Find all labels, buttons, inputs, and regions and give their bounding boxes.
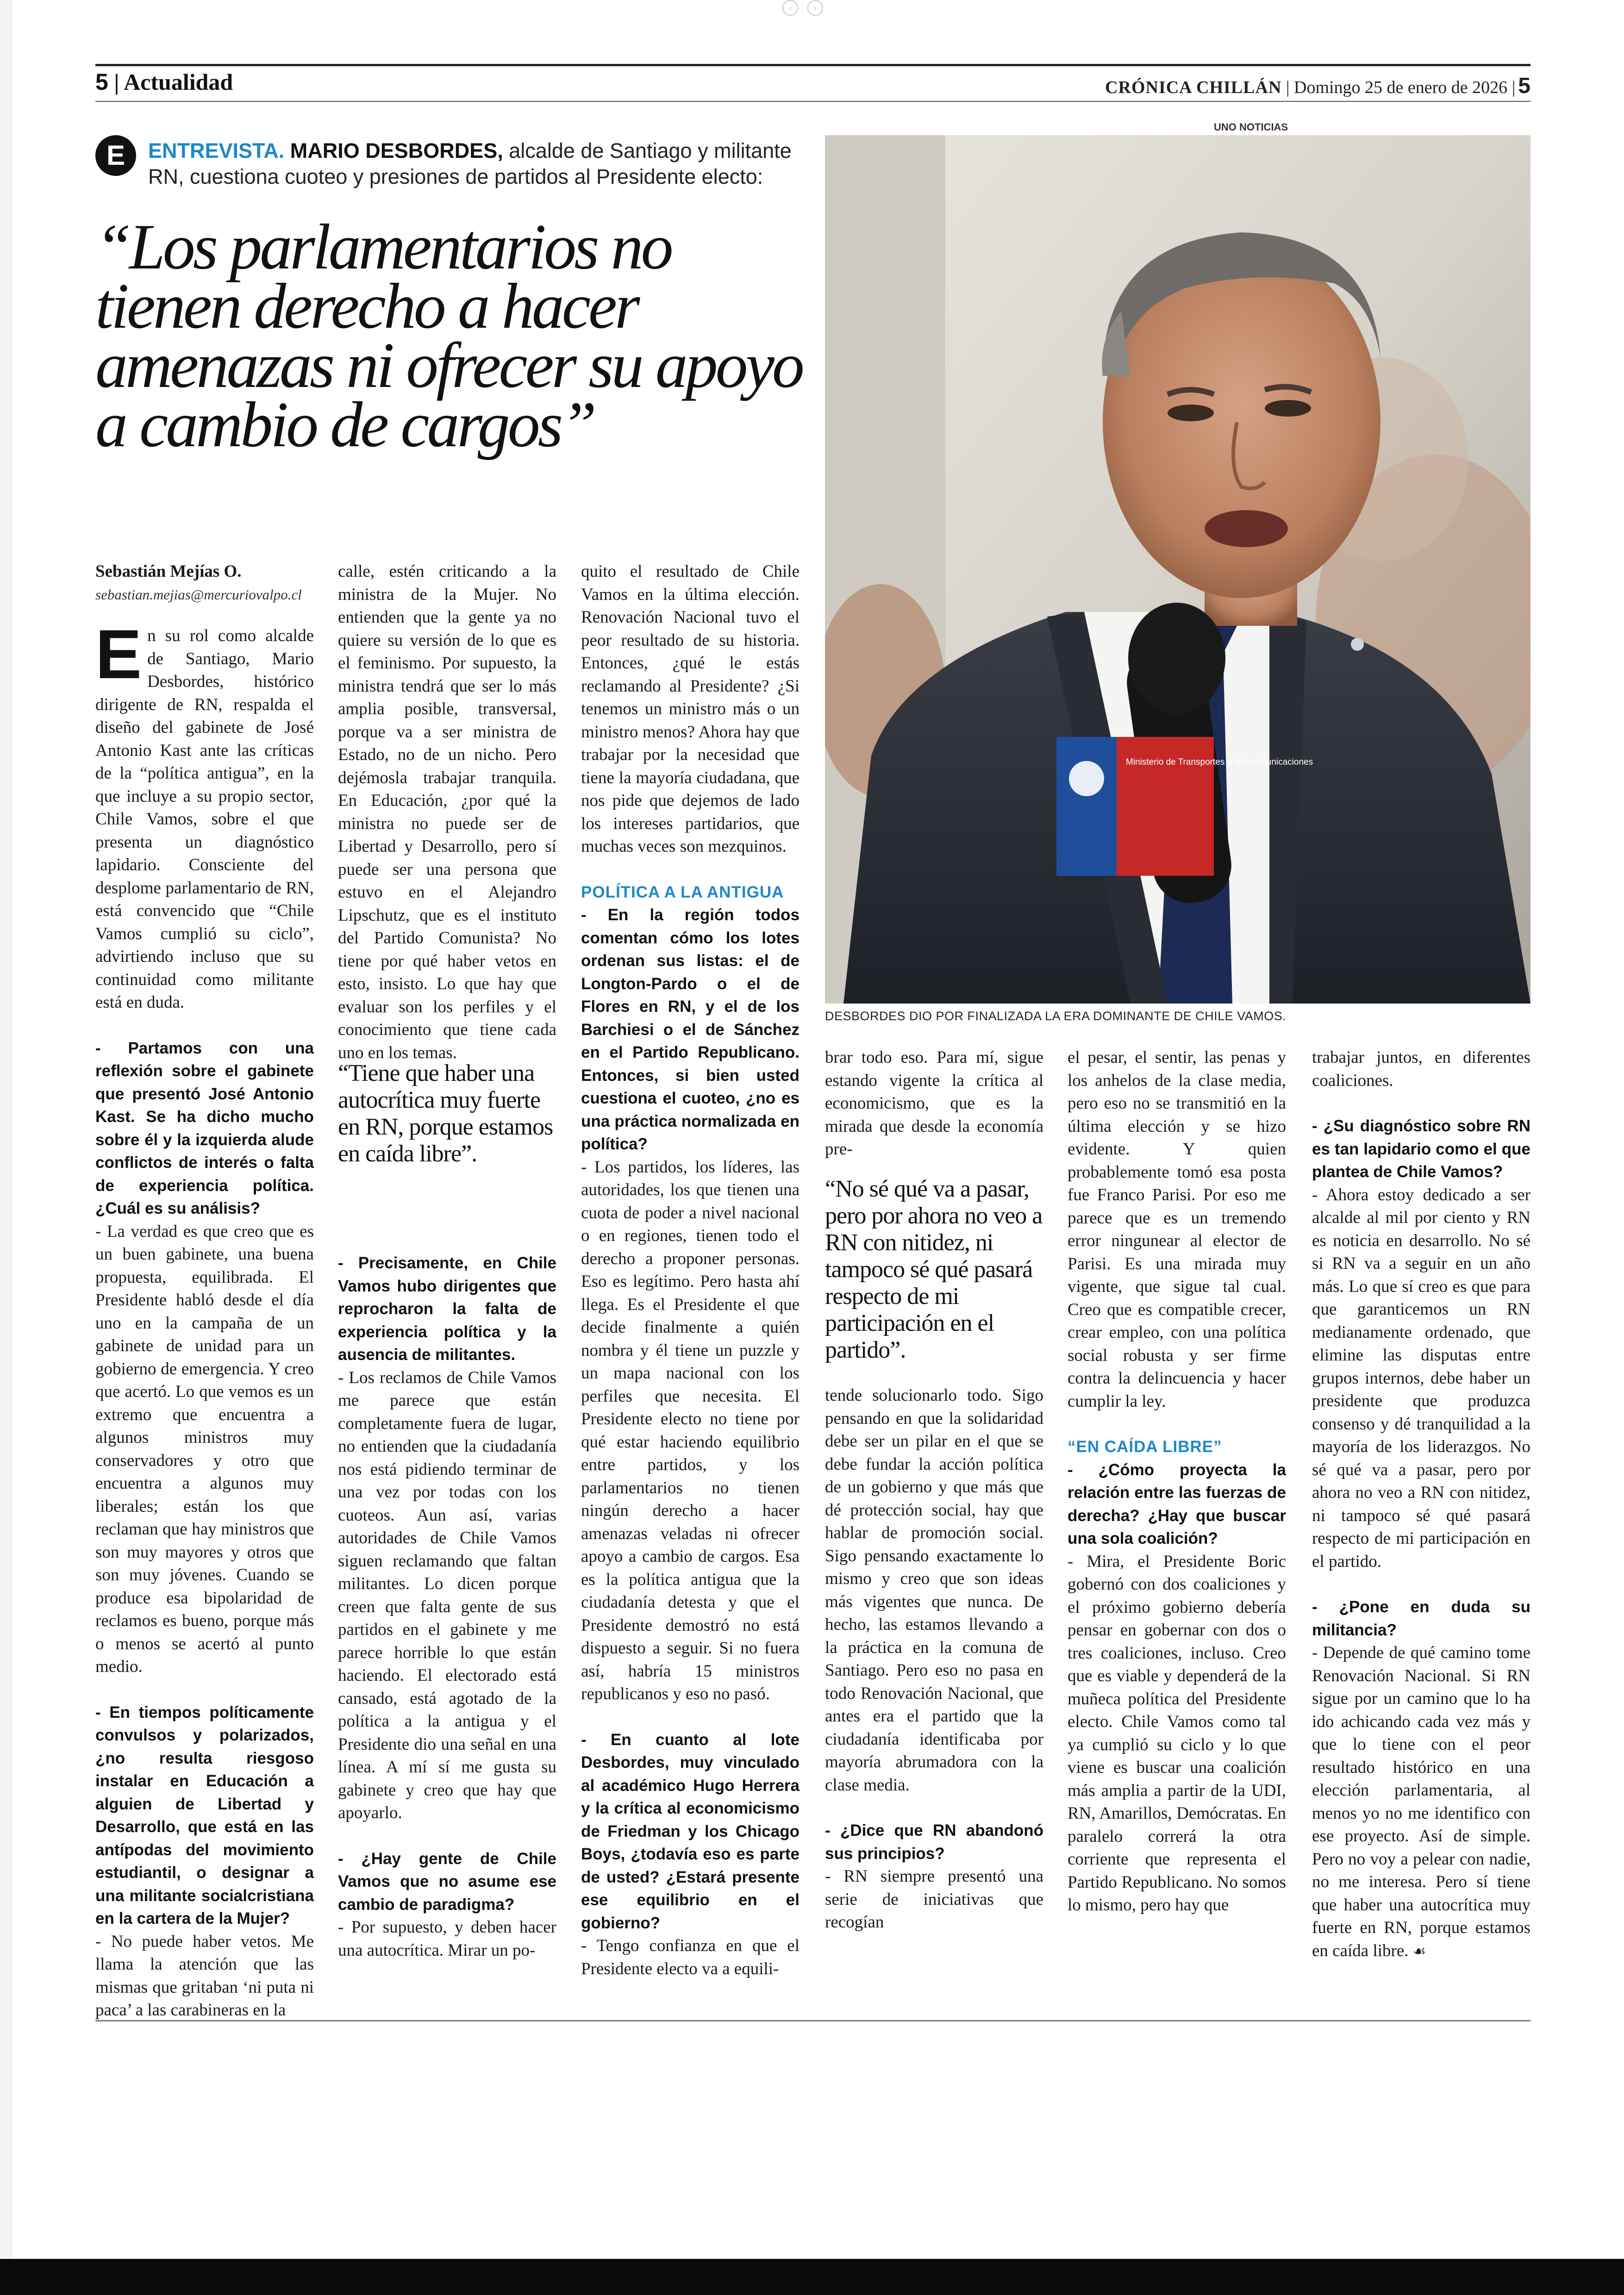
- question: - En la región todos comentan cómo los lotes ordenan sus listas: el de Longton-Pardo o el de Flores en RN, y el de los Barchiesi o el de Sánchez en el Partido Republicano. Entonces, si bien usted cuestiona el cuoteo, ¿no es una práctica normalizada en política?: [581, 906, 800, 1153]
- answer: - Mira, el Presidente Boric gobernó con dos coaliciones y el próximo gobierno debería pensar en gobernar con dos o tres coaliciones, incluso. Creo que es viable y dependerá de la muñeca política del Presidente electo. Chile Vamos como tal ya cumplió su ciclo y lo que viene es buscar una coalición más amplia a partir de la UDI, RN, Amarillos, Demócratas. En paralelo correrá la otra corriente que representa el Partido Republicano. No somos lo mismo, pero hay que: [1068, 1552, 1286, 1915]
- page-header: [95, 69, 1530, 101]
- answer: - RN siempre presentó una serie de iniciativas que recogían: [825, 1867, 1043, 1932]
- question: - ¿Cómo proyecta la relación entre las fuerzas de derecha? ¿Hay que buscar una sola coalición?: [1068, 1460, 1286, 1547]
- answer: el pesar, el sentir, las penas y los anhelos de la clase media, pero eso no se transmitió en la última elección y se hizo evidente. Y quien probablemente tomó esa posta fue Franco Parisi. Por eso me parece que es un tremendo error ningunear al elector de Parisi. Es una mirada muy vigente, que sigue tal cual. Creo que es compatible crecer, crear empleo, con una política social robusta y ser firme contra la delincuencia y hacer cumplir la ley.: [1068, 1048, 1286, 1411]
- answer: calle, estén criticando a la ministra de la Mujer. No entienden que la gente ya no quiere su versión de lo que es el feminismo. Por supuesto, la ministra tendrá que ser lo más amplia posible, transversal, porque va a ser ministra de Estado, no de un nicho. Pero dejémosla trabajar tranquila. En Educación, ¿por qué la ministra no puede ser de Libertad y Desarrollo, pero sí puede ser una persona que estuvo en el Alejandro Lipschutz, que es el instituto del Partido Comunista? No tiene por qué haber vetos en esto, insisto. Lo que hay que evaluar son los perfiles y el conocimiento que tiene cada uno en los temas.: [338, 562, 556, 1062]
- answer: - Tengo confianza en que el Presidente electo va a equili-: [581, 1936, 800, 1978]
- kicker-tag: ENTREVISTA.: [148, 139, 285, 162]
- question: - ¿Su diagnóstico sobre RN es tan lapidario como el que plantea de Chile Vamos?: [1312, 1117, 1530, 1181]
- question: - ¿Pone en duda su militancia?: [1312, 1598, 1530, 1639]
- prev-page-icon[interactable]: ‹: [782, 0, 798, 16]
- answer: brar todo eso. Para mí, sigue estando vigente la crítica al economicismo, que es la mirada que desde la economía pre-: [825, 1048, 1043, 1159]
- pull-quote: “Tiene que haber una autocrítica muy fuerte en RN, porque estamos en caída libre”.: [338, 1060, 553, 1167]
- photo-caption: DESBORDES DIO POR FINALIZADA LA ERA DOMINANTE DE CHILE VAMOS.: [825, 1009, 1287, 1023]
- article-column-3: [581, 560, 800, 1980]
- header-bottom-rule: [95, 101, 1530, 102]
- end-mark-icon: ☙: [1412, 1942, 1426, 1960]
- answer: - Depende de qué camino tome Renovación Nacional. Si RN sigue por un camino que lo ha ido achicando cada vez más y que lo tiene con el peor resultado histórico en una elección parlamentaria, al menos yo no me identifico con ese proyecto. Así de simple. Pero no voy a pelear con nadie, no me interesa. Pero sí tiene que haber una autocrítica muy fuerte en RN, porque estamos en caída libre.: [1312, 1643, 1530, 1960]
- question: - En tiempos políticamente convulsos y polarizados, ¿no resulta riesgoso instalar en Educación a alguien de Libertad y Desarrollo, que está en las antípodas del movimiento estudiantil, o designar a una militante socialcristiana en la cartera de la Mujer?: [95, 1703, 314, 1927]
- header-top-rule: [95, 64, 1530, 66]
- question: - Precisamente, en Chile Vamos hubo dirigentes que reprocharon la falta de experiencia política y la ausencia de militantes.: [338, 1254, 556, 1364]
- subhead: POLÍTICA A LA ANTIGUA: [581, 883, 784, 901]
- article-column-5: [1068, 1046, 1286, 1917]
- article-column-4b: [825, 1384, 1043, 1934]
- answer: - Los reclamos de Chile Vamos me parece que están completamente fuera de lugar, no entienden que la ciudadanía nos está pidiendo terminar de una vez por todas con los cuoteos. Aun así, varias autoridades de Chile Vamos siguen reclamando que faltan militantes. Lo dicen porque creen que falta gente de sus partidos en el gabinete y me parece horrible lo que están haciendo. El electorado está cansado, está agotado de la política a la antigua y el Presidente dio una señal en una línea. A mí sí me gusta su gabinete y creo que hay que apoyarlo.: [338, 1368, 556, 1822]
- article-column-6: [1312, 1046, 1530, 1963]
- viewer-bottom-bar: [0, 2259, 1624, 2295]
- kicker: [148, 138, 815, 190]
- section-label: 5 | Actualidad: [95, 69, 233, 95]
- kicker-name: MARIO DESBORDES,: [290, 139, 503, 162]
- question: - ¿Hay gente de Chile Vamos que no asume ese cambio de paradigma?: [338, 1849, 556, 1914]
- page-navigation: [778, 0, 828, 16]
- answer: - Ahora estoy dedicado a ser alcalde al mil por ciento y RN es noticia en desarrollo. No sé si RN va a seguir en un año más. Lo que sí creo es que para que garanticemos un RN medianamente ordenado, que elimine las disputas entre grupos internos, debe haber un presidente que produzca consenso y dé tranquilidad a la mayoría de los liderazgos. No sé qué va a pasar, pero por ahora no veo a RN con nitidez, ni tampoco sé qué pasará respecto de mi participación en el partido.: [1312, 1185, 1530, 1571]
- answer: - La verdad es que creo que es un buen gabinete, una buena propuesta, equilibrada. El Presidente habló desde el día uno en la campaña de un gabinete de unidad para un gobierno de emergencia. Y creo que acertó. Lo que vemos es un extremo que encuentra a algunos ministros muy conservadores y otro que encuentra a algunos muy liberales; están los que reclaman que hay ministros que son muy mayores y otros que son muy jóvenes. Cuando se produce esa bipolaridad de reclamos es bueno, porque más o menos se acertó al punto medio.: [95, 1222, 314, 1676]
- answer: quito el resultado de Chile Vamos en la última elección. Renovación Nacional tuvo el peor resultado de su historia. Entonces, ¿qué le estás reclamando al Presidente? ¿Si tenemos un ministro más o un ministro menos? Ahora hay que trabajar por la necesidad que tiene la mayoría ciudadana, que nos pide que dejemos de lado los intereses partidarios, que muchas veces son mezquinos.: [581, 562, 800, 856]
- paper-name: CRÓNICA CHILLÁN: [1105, 78, 1282, 97]
- answer: - Por supuesto, y deben hacer una autocrítica. Mirar un po-: [338, 1918, 556, 1960]
- portrait-photo: [825, 135, 1530, 1004]
- page-edge: [0, 0, 12, 2259]
- intro-text: n su rol como alcalde de Santiago, Mario Desbordes, histórico dirigente de RN, respalda el diseño del gabinete de José Antonio Kast ante las críticas de la “política antigua”, en la que incluye a su propio sector, Chile Vamos, sobre el que presenta un diagnóstico lapidario. Consciente del desplome parlamentario de RN, está convencido que “Chile Vamos cumplió su ciclo”, advirtiendo incluso que su continuidad como militante está en duda.: [95, 626, 314, 1012]
- article-column-4: [825, 1046, 1043, 1161]
- article-column-1: [95, 560, 314, 2022]
- headline: “Los parlamentarios no tienen derecho a hacer amenazas ni ofrecer su apoyo a cambio de cargos”: [95, 211, 802, 461]
- question: - Partamos con una reflexión sobre el gabinete que presentó José Antonio Kast. Se ha dicho mucho sobre él y la izquierda alude conflictos de interés o falta de experiencia política. ¿Cuál es su análisis?: [95, 1039, 314, 1217]
- kicker-text: alcalde de Santiago y militante RN, cuestiona cuoteo y presiones de partidos al Presidente electo:: [148, 139, 792, 188]
- page-number: 5: [1518, 74, 1530, 98]
- paper-info: CRÓNICA CHILLÁN | Domingo 25 de enero de 2026 | 5: [1105, 74, 1530, 98]
- answer: - Los partidos, los líderes, las autoridades, los que tienen una cuota de poder a nivel nacional o en regiones, tienen todo el derecho a proponer personas. Eso es legítimo. Pero hasta ahí llega. Es el Presidente el que decide finalmente a quién nombra y él tiene un puzzle y un mapa nacional con los perfiles que necesita. El Presidente electo no tiene por qué estar haciendo equilibrio entre partidos, y los parlamentarios no tienen ningún derecho a hacer amenazas veladas ni ofrecer apoyo a cambio de cargos. Esa es la política antigua que la ciudadanía detesta y que el Presidente demostró no está dispuesto a seguir. Si no fuera así, habría 15 ministros republicanos y eso no pasó.: [581, 1157, 800, 1703]
- footer-rule: [95, 2020, 1530, 2021]
- answer: - No puede haber vetos. Me llama la atención que las mismas que gritaban ‘ni puta ni paca’ a las carabineras en la: [95, 1932, 314, 2020]
- photo-credit: UNO NOTICIAS: [1214, 121, 1288, 133]
- article-column-2: [338, 560, 556, 1064]
- byline-name: Sebastián Mejías O.: [95, 562, 242, 581]
- subhead: “EN CAÍDA LIBRE”: [1068, 1438, 1222, 1456]
- article-column-2b: [338, 1252, 556, 1962]
- question: - En cuanto al lote Desbordes, muy vinculado al académico Hugo Herrera y la crítica al economicismo de Friedman y los Chicago Boys, ¿todavía eso es parte de usted? ¿Estará presente ese equilibrio en el gobierno?: [581, 1730, 800, 1932]
- answer: tende solucionarlo todo. Sigo pensando en que la solidaridad debe ser un pilar en el que se debe fundar la acción política de un gobierno y que más que dé protección social, hay que hablar de promoción social. Sigo pensando exactamente lo mismo y creo que son ideas más vigentes que nunca. De hecho, las estamos llevando a la práctica en la comuna de Santiago. Pero eso no pasa en todo Renovación Nacional, que antes era el partido que la ciudadanía identificaba por mayoría abrumadora con la clase media.: [825, 1386, 1043, 1795]
- byline-email[interactable]: sebastian.mejias@mercuriovalpo.cl: [95, 586, 302, 603]
- answer: trabajar juntos, en diferentes coaliciones.: [1312, 1048, 1530, 1090]
- issue-date: Domingo 25 de enero de 2026: [1294, 78, 1508, 97]
- question: - ¿Dice que RN abandonó sus principios?: [825, 1821, 1043, 1863]
- pull-quote: “No sé qué va a pasar, pero por ahora no veo a RN con nitidez, ni tampoco sé qué pasará respecto de mi participación en el partido”.: [825, 1176, 1043, 1363]
- next-page-icon[interactable]: ›: [807, 0, 823, 16]
- sign-text: Ministerio de Transportes y Telecomunicaciones: [1126, 757, 1313, 767]
- dropcap: E: [95, 615, 142, 693]
- interview-badge: E: [95, 135, 136, 176]
